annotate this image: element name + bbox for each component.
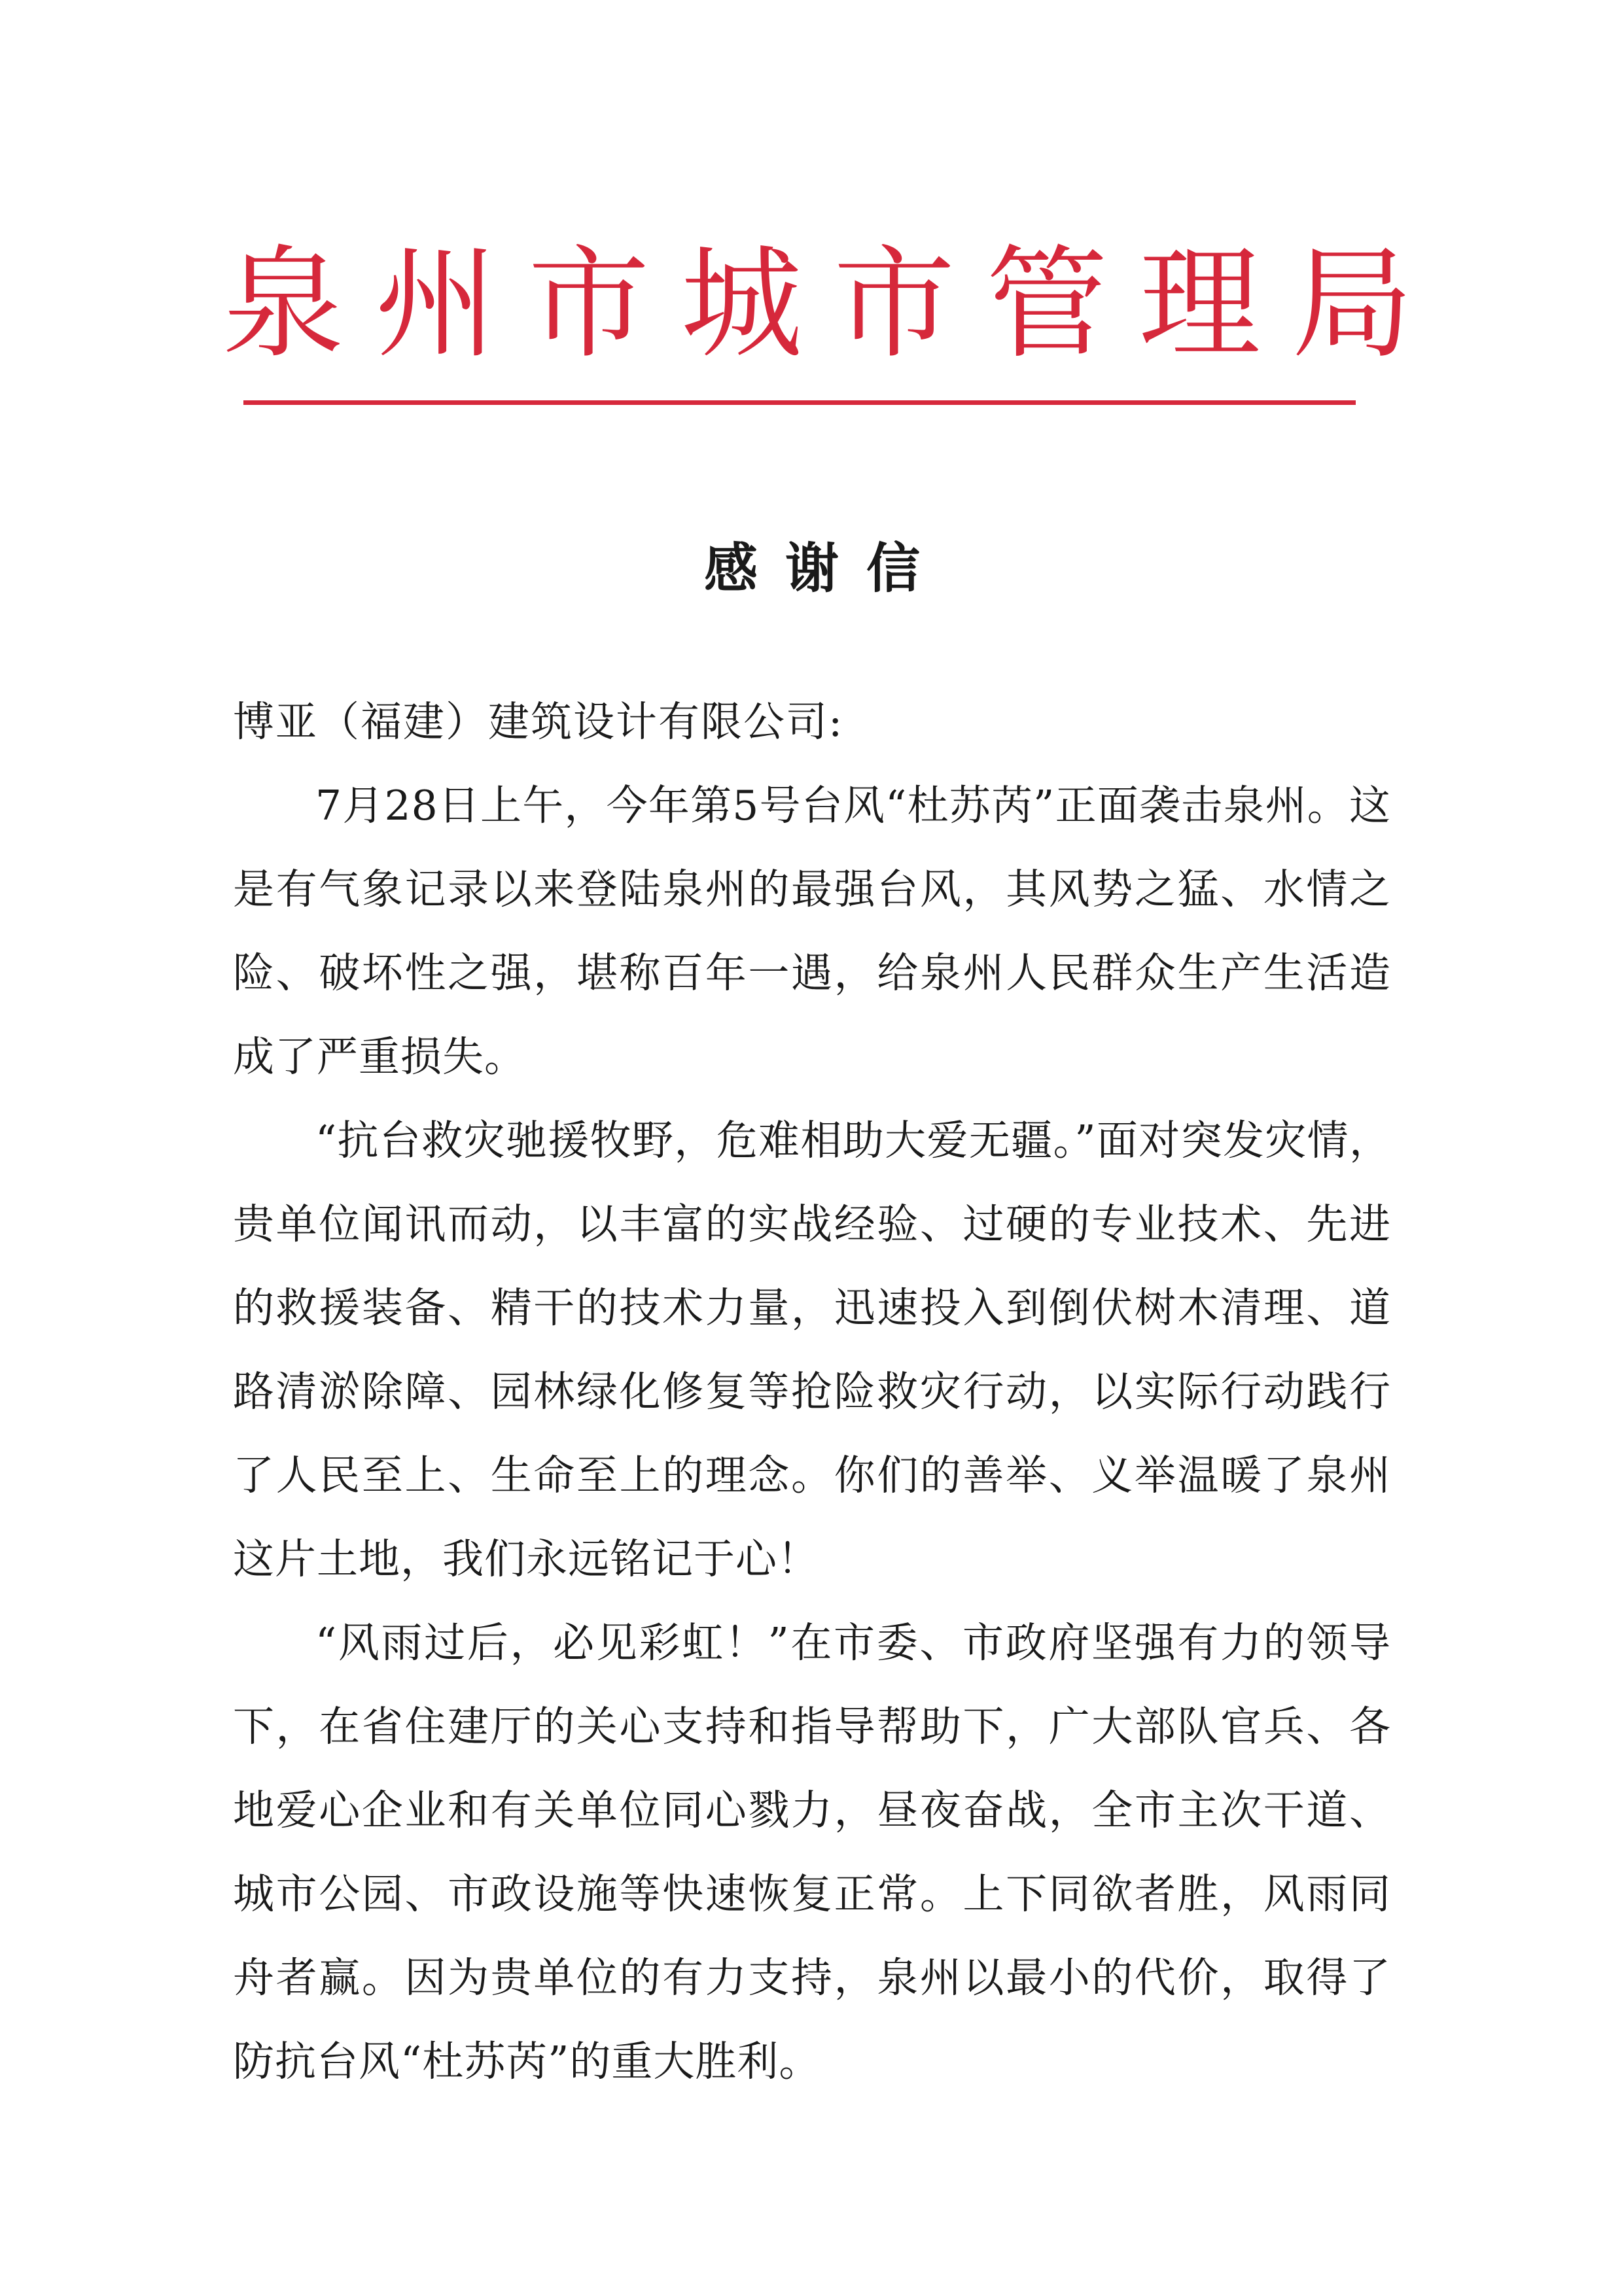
letterhead-char: 州 (375, 233, 497, 375)
letterhead-char: 城 (680, 233, 803, 375)
body-paragraph: “风雨过后，必见彩虹！”在市委、市政府坚强有力的领导下，在省住建厅的关心支持和指导帮助下，广大部队官兵、各地爱心企业和有关单位同心戮力，昼夜奋战，全市主次干道、城市公园、市政设施等快速恢复正常。上下同欲者胜，风雨同舟者赢。因为贵单位的有力支持，泉州以最小的代价，取得了防抗台风“杜苏芮”的重大胜利。 (233, 1619, 1391, 2085)
body-paragraph: 7月28日上午，今年第5号台风“杜苏芮”正面袭击泉州。这是有气象记录以来登陆泉州的最强台风，其风势之猛、水情之险、破坏性之强，堪称百年一遇，给泉州人民群众生产生活造成了严重损失。 (233, 782, 1391, 1081)
letterhead-char: 管 (986, 233, 1108, 375)
letterhead-org-name (222, 229, 1413, 379)
body-paragraph: “抗台救灾驰援牧野，危难相助大爱无疆。”面对突发灾情，贵单位闻讯而动，以丰富的实战经验、过硬的专业技术、先进的救援装备、精干的技术力量，迅速投入到倒伏树木清理、道路清淤除障、园林绿化修复等抢险救灾行动，以实际行动践行了人民至上、生命至上的理念。你们的善举、义举温暖了泉州这片土地，我们永远铭记于心！ (233, 1117, 1391, 1583)
letterhead-char: 理 (1139, 233, 1261, 375)
letterhead-char: 局 (1291, 233, 1413, 375)
letterhead-char: 泉 (222, 233, 345, 375)
letter-title: 感谢信 (703, 538, 947, 600)
letterhead-char: 市 (527, 233, 650, 375)
salutation: 博亚（福建）建筑设计有限公司: (233, 698, 844, 746)
letterhead-char: 市 (833, 233, 955, 375)
letter-body (233, 680, 1391, 2104)
letterhead-divider (243, 400, 1356, 405)
